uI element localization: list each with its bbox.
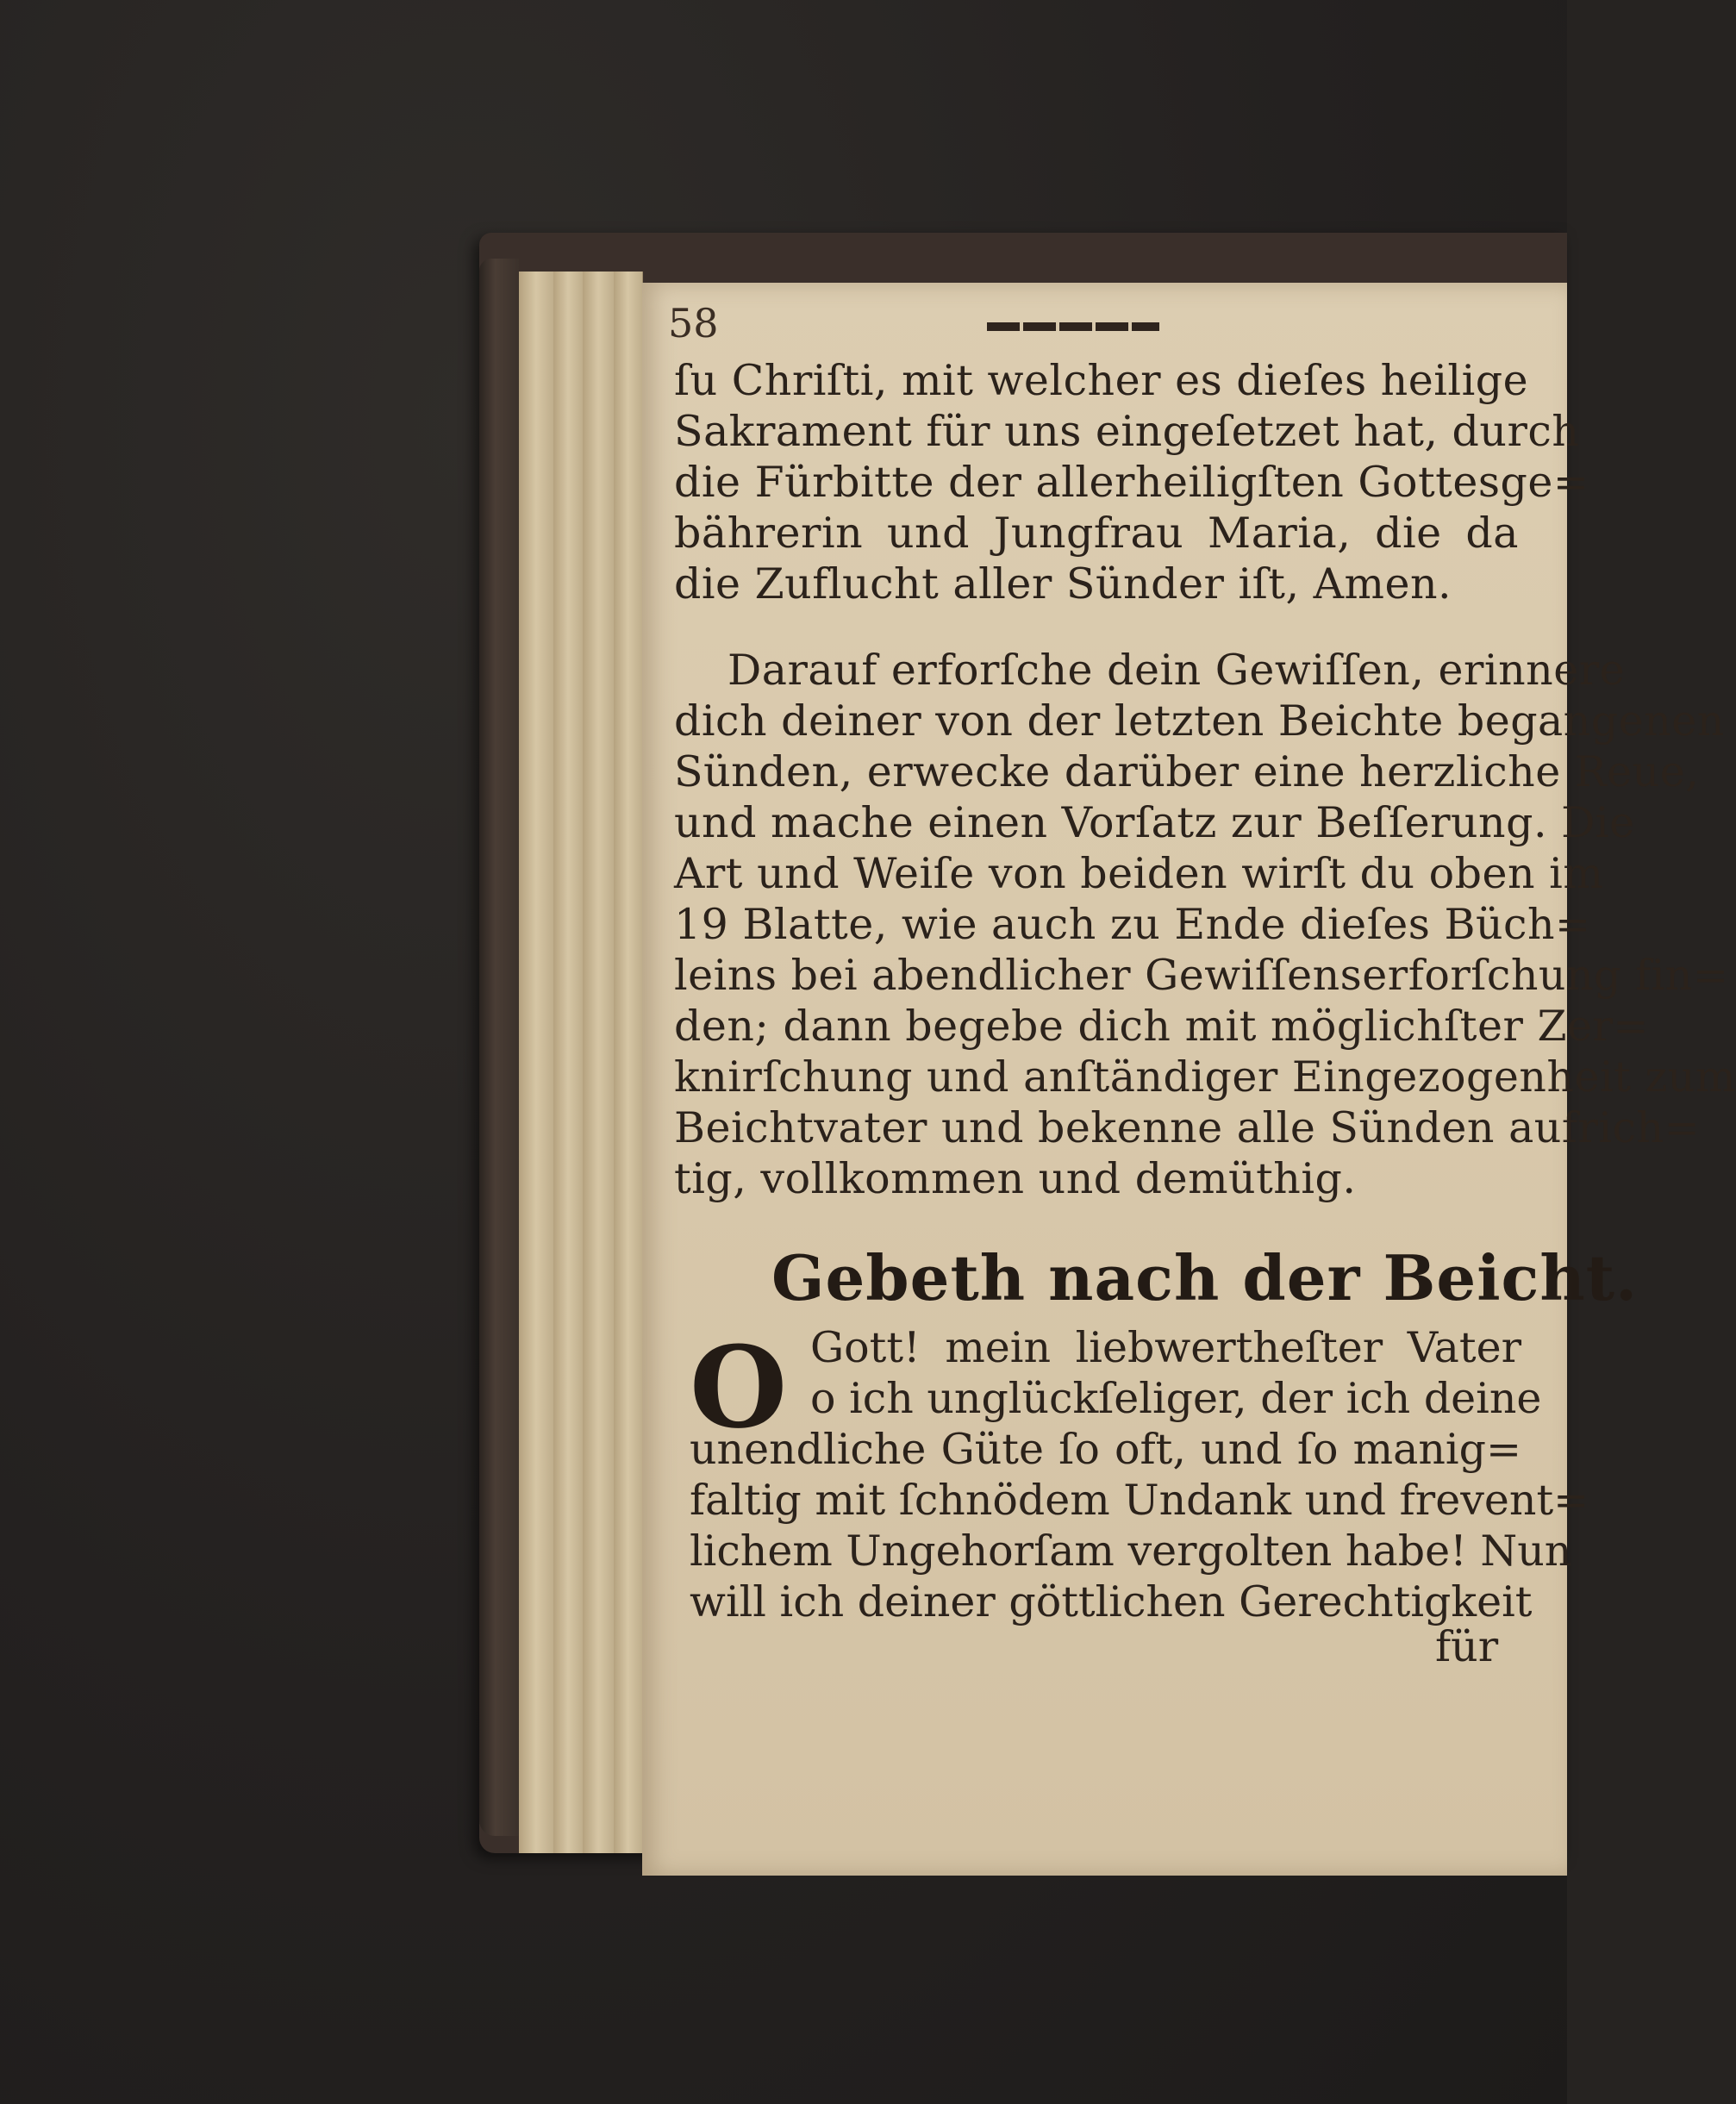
page-edge <box>583 272 615 1853</box>
text-line: 19 Blatte, wie auch zu Ende dieſes Büch= <box>674 900 1591 949</box>
text-line: den; dann begebe dich mit möglichſter Zer= <box>674 1002 1649 1051</box>
drop-cap: O <box>690 1321 788 1453</box>
book-spine <box>479 259 519 1836</box>
text-line: Darauf erforſche dein Gewiſſen, erinnere <box>727 646 1626 695</box>
text-line: die Zuflucht aller Sünder iſt, Amen. <box>674 559 1452 609</box>
catchword: für <box>1435 1622 1499 1671</box>
text-line: unendliche Güte ſo oft, und ſo manig= <box>690 1425 1521 1474</box>
paragraph-continuation <box>674 355 1589 609</box>
text-line: die Fürbitte der allerheiligſten Gottesge= <box>674 458 1589 507</box>
text-line: und mache einen Vorſatz zur Beſſerung. Die <box>674 798 1635 847</box>
text-line: Art und Weiſe von beiden wirſt du oben im <box>674 849 1604 898</box>
text-line: leins bei abendlicher Gewiſſenserforſchung fin= <box>674 951 1729 1000</box>
text-line: dich deiner von der letzten Beichte begangenen <box>674 696 1725 746</box>
text-line: Gott! mein liebwertheſter Vater <box>810 1323 1521 1372</box>
text-line: knirſchung und anſtändiger Eingezogenheit zum <box>674 1052 1736 1102</box>
text-line: Beichtvater und bekenne alle Sünden aufrich= <box>674 1103 1701 1152</box>
text-line: lichem Ungehorſam vergolten habe! Nun <box>690 1526 1572 1576</box>
section-heading: Gebeth nach der Beicht. <box>771 1241 1639 1314</box>
text-line: o ich unglückſeliger, der ich deine <box>810 1374 1542 1423</box>
text-line: will ich deiner göttlichen Gerechtigkeit <box>690 1577 1533 1626</box>
page-number: 58 <box>668 300 719 347</box>
page-edge <box>553 272 584 1853</box>
prayer-text <box>690 1322 1589 1627</box>
page-edge <box>614 272 643 1853</box>
text-line: tig, vollkommen und demüthig. <box>674 1154 1357 1203</box>
text-line: Sünden, erwecke darüber eine herzliche Reue, <box>674 747 1700 796</box>
text-line: Sakrament für uns eingeſetzet hat, durch <box>674 407 1580 456</box>
page-edge <box>519 272 554 1853</box>
text-line: ſu Chriſti, mit welcher es dieſes heilige <box>674 356 1529 405</box>
header-ornament-rule <box>987 322 1159 331</box>
text-line: faltig mit ſchnödem Undank und frevent= <box>690 1476 1589 1525</box>
text-line: bährerin und Jungfrau Maria, die da <box>674 509 1519 558</box>
paragraph-instruction <box>674 645 1736 1204</box>
